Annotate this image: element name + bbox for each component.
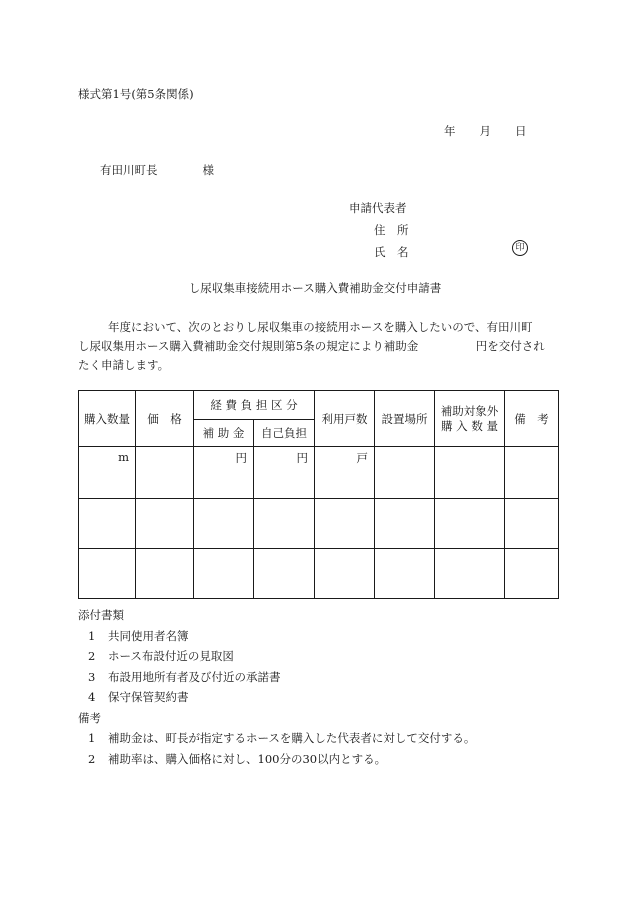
applicant-name-label: 氏 名 (374, 245, 409, 259)
list-item (78, 646, 475, 667)
cell-location[interactable] (375, 499, 435, 549)
header-quantity: 購入数量 (79, 391, 136, 447)
date-day: 日 (515, 124, 527, 138)
header-non-subsidy-line2: 購 入 数 量 (441, 418, 498, 433)
list-item (78, 728, 475, 749)
cell-remarks[interactable] (505, 549, 559, 599)
cell-households[interactable]: 戸 (315, 447, 375, 499)
list-item (78, 626, 475, 647)
cell-price[interactable] (136, 499, 194, 549)
cell-self-pay[interactable]: 円 (254, 447, 315, 499)
applicant-address-label: 住 所 (374, 223, 409, 237)
header-cost-share: 経 費 負 担 区 分 (194, 391, 315, 420)
applicant-label: 申請代表者 (349, 201, 407, 215)
cell-remarks[interactable] (505, 447, 559, 499)
cell-non-subsidy[interactable] (435, 549, 505, 599)
remarks-heading: 備考 (78, 710, 101, 725)
cell-price[interactable] (136, 549, 194, 599)
cell-remarks[interactable] (505, 499, 559, 549)
list-item-number: 2 (88, 649, 96, 663)
list-item (78, 667, 475, 688)
application-body (78, 318, 558, 375)
list-item-number: 1 (88, 731, 96, 745)
cell-location[interactable] (375, 447, 435, 499)
list-item-text: 補助金は、町長が指定するホースを購入した代表者に対して交付する。 (108, 731, 476, 745)
notes-section (78, 605, 475, 769)
document-title: し尿収集車接続用ホース購入費補助金交付申請書 (188, 281, 442, 295)
header-households: 利用戸数 (315, 391, 375, 447)
list-item-text: ホース布設付近の見取図 (108, 649, 234, 663)
header-location: 設置場所 (375, 391, 435, 447)
list-item (78, 749, 475, 770)
list-item-number: 1 (88, 628, 96, 643)
header-price: 価 格 (136, 391, 194, 447)
list-item-text: 補助率は、購入価格に対し、100分の30以内とする。 (108, 751, 387, 766)
table-row (79, 499, 559, 549)
addressee-honorific: 様 (202, 163, 214, 177)
list-item (78, 687, 475, 708)
cell-subsidy[interactable] (194, 549, 254, 599)
purchase-table (78, 390, 559, 599)
table-row (79, 447, 559, 499)
cell-subsidy[interactable]: 円 (194, 447, 254, 499)
cell-location[interactable] (375, 549, 435, 599)
cell-quantity[interactable] (79, 549, 136, 599)
header-self-pay: 自己負担 (254, 420, 315, 447)
addressee (100, 162, 214, 178)
seal-mark: 印 (512, 240, 528, 256)
addressee-name: 有田川町長 (100, 163, 158, 177)
list-item-number: 2 (88, 751, 96, 766)
body-line-3: たく申請します。 (78, 358, 170, 372)
header-subsidy: 補 助 金 (194, 420, 254, 447)
header-remarks: 備 考 (505, 391, 559, 447)
cell-households[interactable] (315, 499, 375, 549)
list-item-text: 布設用地所有者及び付近の承諾書 (108, 669, 281, 684)
cell-non-subsidy[interactable] (435, 499, 505, 549)
cell-non-subsidy[interactable] (435, 447, 505, 499)
body-line-1: 年度において、次のとおりし尿収集車の接続用ホースを購入したいので、有田川町 (108, 320, 533, 334)
date-line (444, 123, 527, 139)
date-month: 月 (479, 124, 491, 138)
cell-quantity[interactable] (79, 499, 136, 549)
cell-self-pay[interactable] (254, 499, 315, 549)
list-item-number: 3 (88, 669, 96, 684)
list-item-text: 共同使用者名簿 (108, 628, 189, 643)
cell-households[interactable] (315, 549, 375, 599)
cell-price[interactable] (136, 447, 194, 499)
list-item-number: 4 (88, 690, 96, 704)
header-non-subsidy-line1: 補助対象外 (440, 403, 499, 418)
body-line-2: し尿収集用ホース購入費補助金交付規則第5条の規定により補助金 円を交付され (78, 339, 545, 353)
cell-quantity[interactable]: m (79, 447, 136, 499)
list-item-text: 保守保管契約書 (108, 690, 189, 704)
header-non-subsidy (435, 391, 505, 447)
cell-subsidy[interactable] (194, 499, 254, 549)
attachments-heading: 添付書類 (78, 608, 124, 622)
cell-self-pay[interactable] (254, 549, 315, 599)
table-row (79, 549, 559, 599)
applicant-block (349, 197, 409, 263)
date-year: 年 (444, 124, 456, 138)
form-number: 様式第1号(第5条関係) (78, 87, 194, 101)
